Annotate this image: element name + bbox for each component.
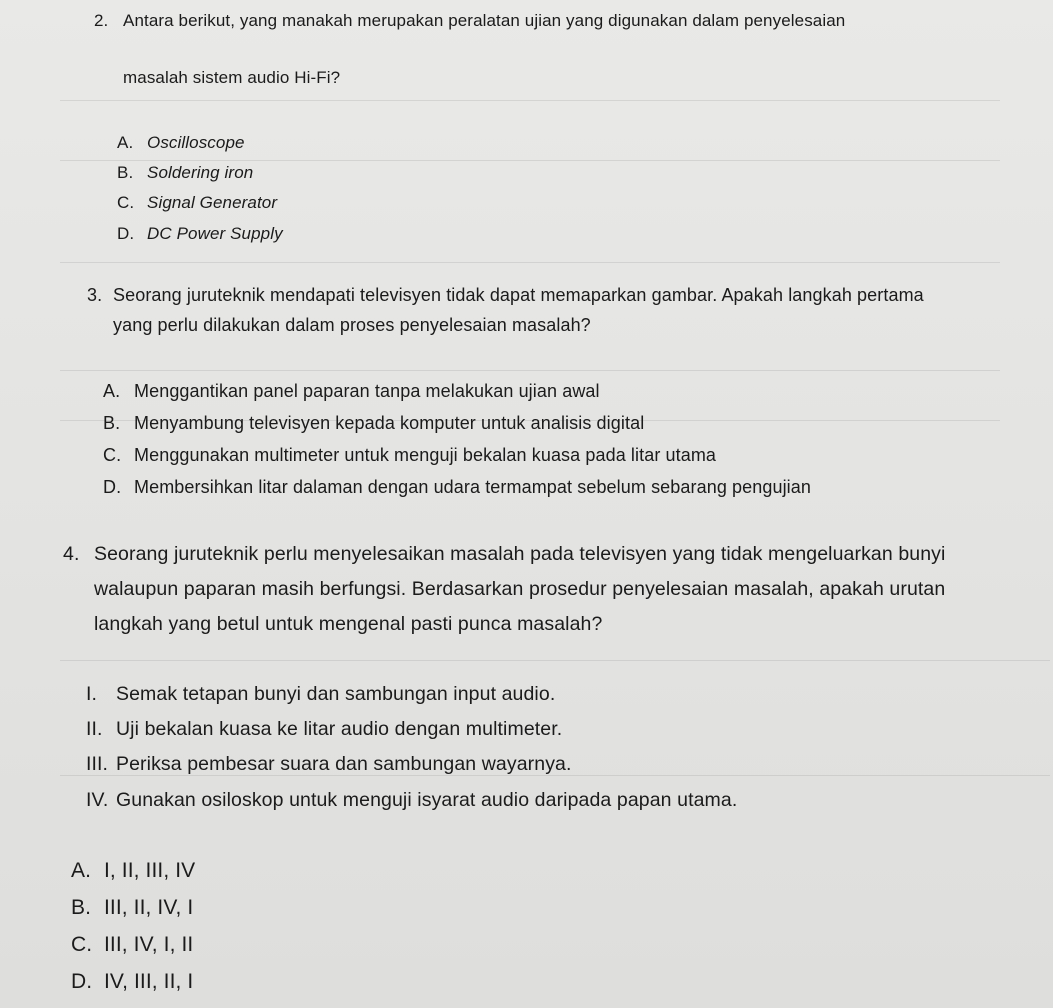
step-text: Periksa pembesar suara dan sambungan wayarnya. <box>116 753 572 775</box>
option-text: Oscilloscope <box>147 133 245 152</box>
option-text: III, IV, I, II <box>104 933 194 956</box>
step-roman: I. <box>86 683 98 705</box>
step-text: Gunakan osiloskop untuk menguji isyarat audio daripada papan utama. <box>116 789 738 811</box>
question-3-line-1 <box>87 285 924 306</box>
question-4-option-c[interactable] <box>71 933 193 957</box>
question-3-text-2: yang perlu dilakukan dalam proses penyelesaian masalah? <box>113 315 591 335</box>
option-text: DC Power Supply <box>147 224 283 243</box>
option-text: I, II, III, IV <box>104 859 196 882</box>
question-3-option-a[interactable] <box>103 381 600 402</box>
option-text: Menggunakan multimeter untuk menguji bekalan kuasa pada litar utama <box>134 445 717 465</box>
step-text: Semak tetapan bunyi dan sambungan input audio. <box>116 683 556 705</box>
question-4-step-3 <box>86 753 572 776</box>
question-4-text-1: Seorang juruteknik perlu menyelesaikan masalah pada televisyen yang tidak mengeluarkan bunyi <box>94 543 946 565</box>
option-letter: D. <box>71 970 93 993</box>
option-letter: C. <box>103 445 122 465</box>
step-text: Uji bekalan kuasa ke litar audio dengan multimeter. <box>116 718 563 740</box>
question-4-step-4 <box>86 789 737 812</box>
option-letter: B. <box>103 413 121 433</box>
question-3-option-b[interactable] <box>103 413 644 434</box>
question-3-text-1: Seorang juruteknik mendapati televisyen tidak dapat memaparkan gambar. Apakah langkah pertama <box>113 285 924 305</box>
option-letter: C. <box>117 193 135 212</box>
question-4-step-1 <box>86 683 555 706</box>
option-letter: B. <box>71 896 92 919</box>
question-2-option-c[interactable] <box>117 193 277 213</box>
option-letter: B. <box>117 163 134 182</box>
question-4-line-1 <box>63 543 945 566</box>
option-text: Menggantikan panel paparan tanpa melakukan ujian awal <box>134 381 600 401</box>
question-4-text-3: langkah yang betul untuk mengenal pasti punca masalah? <box>94 613 603 635</box>
question-2-option-b[interactable] <box>117 163 253 183</box>
option-text: Menyambung televisyen kepada komputer untuk analisis digital <box>134 413 645 433</box>
question-2-option-a[interactable] <box>117 133 245 153</box>
question-4-option-b[interactable] <box>71 896 193 920</box>
option-text: Membersihkan litar dalaman dengan udara termampat sebelum sebarang pengujian <box>134 477 812 497</box>
option-letter: D. <box>117 224 135 243</box>
option-text: Soldering iron <box>147 163 254 182</box>
option-letter: C. <box>71 933 93 956</box>
question-4-option-a[interactable] <box>71 859 195 883</box>
step-roman: III. <box>86 753 109 775</box>
question-3-option-d[interactable] <box>103 477 811 498</box>
question-2-option-d[interactable] <box>117 224 283 244</box>
question-4-option-d[interactable] <box>71 970 193 994</box>
question-2-text-2: masalah sistem audio Hi-Fi? <box>123 68 341 87</box>
option-text: Signal Generator <box>147 193 278 212</box>
step-roman: II. <box>86 718 103 740</box>
question-3-option-c[interactable] <box>103 445 716 466</box>
question-3-number: 3. <box>87 285 103 305</box>
question-2-text-1: Antara berikut, yang manakah merupakan peralatan ujian yang digunakan dalam penyelesaian <box>123 11 846 30</box>
question-4-number: 4. <box>63 543 80 565</box>
option-letter: A. <box>117 133 134 152</box>
option-letter: D. <box>103 477 122 497</box>
option-text: IV, III, II, I <box>104 970 194 993</box>
question-2-line-1 <box>94 11 845 31</box>
question-4-step-2 <box>86 718 562 741</box>
question-2-number: 2. <box>94 11 109 30</box>
option-letter: A. <box>71 859 92 882</box>
question-4-text-2: walaupun paparan masih berfungsi. Berdasarkan prosedur penyelesaian masalah, apakah urutan <box>94 578 946 600</box>
option-text: III, II, IV, I <box>104 896 194 919</box>
option-letter: A. <box>103 381 121 401</box>
step-roman: IV. <box>86 789 109 811</box>
